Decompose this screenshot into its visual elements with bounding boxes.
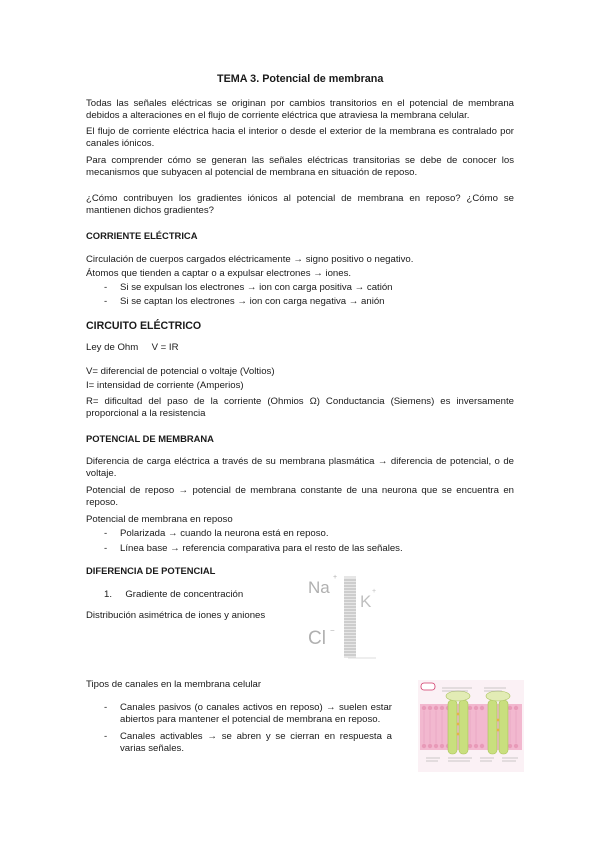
chloride-charge: −	[330, 626, 335, 635]
heading-diferencia-de-potencial: DIFERENCIA DE POTENCIAL	[86, 565, 216, 576]
corriente-line-2: Átomos que tienden a captar o a expulsar electrones → iones.	[86, 268, 352, 279]
sodium-ion-label: Na	[308, 578, 330, 597]
numbered-item-1: 1. Gradiente de concentración	[104, 589, 244, 600]
distribucion-text: Distribución asimétrica de iones y aniones	[86, 610, 266, 621]
heading-potencial-de-membrana: POTENCIAL DE MEMBRANA	[86, 433, 214, 444]
bullet-dash: -	[104, 296, 108, 307]
potencial-paragraph-3: Potencial de membrana en reposo	[86, 514, 233, 525]
intro-question: ¿Cómo contribuyen los gradientes iónicos al potencial de membrana en reposo? ¿Cómo se mantienen dichos gradientes?	[86, 193, 514, 216]
definition-i: I= intensidad de corriente (Amperios)	[86, 380, 244, 391]
canales-bullet-2: Canales activables → se abren y se cierran en respuesta a varias señales.	[120, 731, 392, 754]
potassium-charge: +	[372, 588, 377, 595]
chloride-ion-label: Cl	[308, 628, 326, 649]
bullet-dash: -	[104, 731, 108, 742]
intro-paragraph-1: Todas las señales eléctricas se originan por cambios transitorios en el potencial de membrana debidos a alteraciones en el flujo de corriente eléctrica que atraviesa la membrana celular.	[86, 98, 514, 121]
intro-paragraph-2: El flujo de corriente eléctrica hacia el interior o desde el exterior de la membrana es contralado por canales iónicos.	[86, 126, 514, 149]
potassium-ion-label: K	[360, 592, 372, 611]
corriente-bullet-1: Si se expulsan los electrones → ion con carga positiva → catión	[120, 282, 393, 293]
membrane-channels-graphic	[418, 680, 524, 772]
canales-title: Tipos de canales en la membrana celular	[86, 679, 262, 690]
bullet-dash: -	[104, 282, 108, 293]
potencial-bullet-1: Polarizada → cuando la neurona está en reposo.	[120, 528, 329, 539]
canales-bullet-1: Canales pasivos (o canales activos en reposo) → suelen estar abiertos para mantener el potencial de membrana en reposo.	[120, 702, 392, 725]
ley-de-ohm: Ley de Ohm V = IR	[86, 342, 179, 353]
heading-corriente-electrica: CORRIENTE ELÉCTRICA	[86, 230, 198, 241]
page-title: TEMA 3. Potencial de membrana	[217, 73, 384, 85]
definition-r: R= dificultad del paso de la corriente (Ohmios Ω) Conductancia (Siemens) es inversamente proporcional a la resistencia	[86, 396, 514, 419]
corriente-line-1: Circulación de cuerpos cargados eléctricamente → signo positivo o negativo.	[86, 254, 414, 265]
heading-circuito-electrico: CIRCUITO ELÉCTRICO	[86, 320, 202, 332]
potencial-paragraph-1: Diferencia de carga eléctrica a través de su membrana plasmática → diferencia de potencial, o de voltaje.	[86, 456, 514, 479]
potencial-bullet-2: Línea base → referencia comparativa para el resto de las señales.	[120, 543, 403, 554]
ion-gradient-figure	[306, 572, 392, 664]
corriente-bullet-2: Si se captan los electrones → ion con carga negativa → anión	[120, 296, 385, 307]
bullet-dash: -	[104, 702, 108, 713]
potencial-paragraph-2: Potencial de reposo → potencial de membrana constante de una neurona que se encuentra en reposo.	[86, 485, 514, 508]
bullet-dash: -	[104, 543, 108, 554]
intro-paragraph-3: Para comprender cómo se generan las señales eléctricas transitorias se debe de conocer los mecanismos que subyacen al potencial de membrana en situación de reposo.	[86, 155, 514, 178]
membrane-channels-figure	[418, 680, 524, 772]
bullet-dash: -	[104, 528, 108, 539]
definition-v: V= diferencial de potencial o voltaje (Voltios)	[86, 366, 275, 377]
sodium-charge: +	[333, 574, 338, 581]
